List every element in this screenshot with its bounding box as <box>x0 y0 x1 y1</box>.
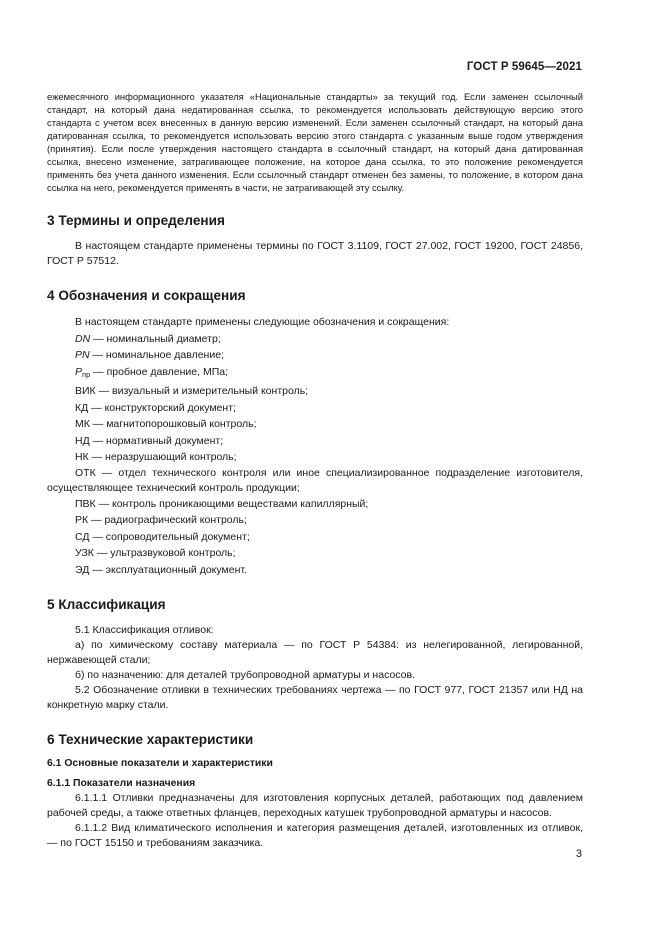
section-5-paragraph: а) по химическому составу материала — по ГОСТ Р 54384: из нелегированной, легированной, нержавеющей стали; <box>47 639 583 666</box>
section-5-heading: 5 Классификация <box>47 597 166 612</box>
section-6-paragraph: 6.1.1.1 Отливки предназначены для изготовления корпусных деталей, работающих под давлением рабочей среды, а также ответных фланцев, переходных катушек трубопроводной арматуры и насосов. <box>47 792 583 819</box>
abbr-term: НД <box>75 434 90 447</box>
subsection-6-1-1-heading: 6.1.1 Показатели назначения <box>47 778 196 789</box>
section-3-heading: 3 Термины и определения <box>47 213 225 228</box>
abbr-definition: — визуальный и измерительный контроль; <box>95 385 309 397</box>
abbr-definition: — конструкторский документ; <box>88 401 236 414</box>
subsection-6-1-heading: 6.1 Основные показатели и характеристики <box>47 758 273 769</box>
abbr-item <box>47 496 583 513</box>
abbr-definition: — неразрушающий контроль; <box>88 451 237 463</box>
section-5-paragraph: 5.2 Обозначение отливки в технических требованиях чертежа — по ГОСТ 977, ГОСТ 21357 или НД на конкретную марку стали. <box>47 684 583 711</box>
section-6-paragraph: 6.1.1.2 Вид климатического исполнения и категория размещения деталей, изготовленных из отливок, — по ГОСТ 15150 и требованиям заказчика. <box>47 822 583 849</box>
abbr-definition: — сопроводительный документ; <box>89 530 250 543</box>
document-code: ГОСТ Р 59645—2021 <box>466 61 582 73</box>
abbr-definition: — радиографический контроль; <box>88 514 247 526</box>
abbr-definition: — магнитопорошковый контроль; <box>89 418 257 430</box>
abbr-term: PN <box>75 349 90 361</box>
abbr-item <box>47 416 583 433</box>
page-content <box>47 90 583 851</box>
abbr-term: СД <box>75 530 90 543</box>
section-3-text: В настоящем стандарте применены термины по ГОСТ 3.1109, ГОСТ 27.002, ГОСТ 19200, ГОСТ 24856, ГОСТ Р 57512. <box>47 240 583 267</box>
abbr-item <box>47 433 583 450</box>
abbr-term: DN <box>75 332 91 345</box>
abbr-definition: — номинальный диаметр; <box>90 332 221 345</box>
abbr-term: P <box>75 365 83 378</box>
section-6-heading: 6 Технические характеристики <box>47 732 254 747</box>
abbr-term: ПВК <box>75 497 96 510</box>
abbr-term: РК <box>75 514 89 526</box>
abbr-item <box>47 331 583 348</box>
abbr-item <box>47 449 583 466</box>
abbr-term: УЗК <box>75 547 94 559</box>
abbr-item <box>47 347 583 364</box>
intro-paragraph: ежемесячного информационного указателя «Национальные стандарты» за текущий год. Если заменен ссылочный стандарт, на который дана недатированная ссылка, то рекомендуется использовать действующую версию этого стандарта с учетом всех внесенных в данную версию изменений. Если заменен ссылочный стандарт, на который дана датированная ссылка, то рекомендуется использовать версию этого стандарта с указанным выше годом утверждения (принятия). Если после утверждения настоящего стандарта в ссылочный стандарт, на который дана датированная ссылка, внесено изменение, затрагивающее положение, на которое дана ссылка, то это положение рекомендуется применять без учета данного изменения. Если ссылочный стандарт отменен без замены, то положение, в котором дана ссылка на него, рекомендуется применять в части, не затрагивающей эту ссылку. <box>47 91 583 193</box>
abbr-definition: — нормативный документ; <box>89 434 224 447</box>
abbr-item <box>47 512 583 529</box>
abbr-item <box>47 364 583 384</box>
abbr-term: НК <box>75 451 89 463</box>
abbr-item <box>47 466 583 496</box>
abbr-item <box>47 383 583 400</box>
abbr-definition: — эксплуатационный документ. <box>89 563 247 576</box>
abbr-term: ЭД <box>75 563 90 576</box>
abbr-definition: — пробное давление, МПа; <box>90 365 229 378</box>
abbr-definition: — отдел технического контроля или иное специализированное подразделение изготовителя, осуществляющее технический контроль продукции; <box>47 466 583 494</box>
section-5-paragraph: б) по назначению: для деталей трубопроводной арматуры и насосов. <box>75 669 415 681</box>
abbr-definition: — номинальное давление; <box>89 349 224 361</box>
abbr-item <box>47 562 583 579</box>
abbr-term: МК <box>75 418 90 430</box>
abbr-definition: — контроль проникающими веществами капиллярный; <box>95 497 369 510</box>
abbr-subscript: пр <box>82 369 91 379</box>
abbr-item <box>47 529 583 546</box>
abbr-term: КД <box>75 401 89 414</box>
section-4-intro: В настоящем стандарте применены следующие обозначения и сокращения: <box>75 316 450 328</box>
abbr-definition: — ультразвуковой контроль; <box>93 547 236 559</box>
abbr-item <box>47 545 583 562</box>
abbr-term: ОТК <box>75 466 96 479</box>
section-5-paragraph: 5.1 Классификация отливок: <box>75 624 214 636</box>
abbr-item <box>47 400 583 417</box>
abbr-term: ВИК <box>75 385 96 397</box>
page-number: 3 <box>575 848 582 860</box>
section-4-heading: 4 Обозначения и сокращения <box>47 288 246 303</box>
